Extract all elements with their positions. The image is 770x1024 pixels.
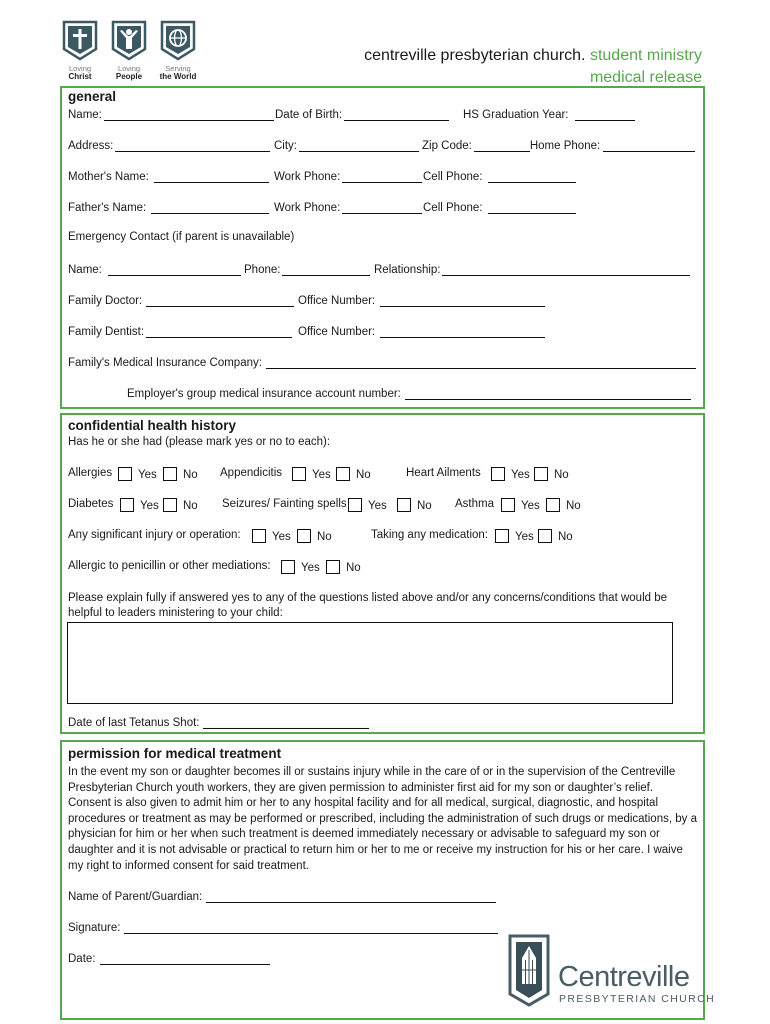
penicillin-yes-checkbox[interactable]: Yes [277,560,320,574]
doctor-office-number-field[interactable]: Office Number: [298,293,545,307]
father-cell-phone-field[interactable]: Cell Phone: [423,200,576,214]
mother-name-field[interactable]: Mother's Name: [68,169,269,183]
permission-body: In the event my son or daughter becomes ill or sustains injury while in the care of or in the supervision of the Centreville Presbyterian Church youth workers, they are given permission to administer first aid for my son or daughter’s relief. Consent is also given to admit him or her to any hospital facility and for all medical, surgical, diagnostic, and hospital procedures or treatment as may be performed or prescribed, including the administration of such drugs or medications, by a physician for him or her when such treatment is deemed immediately necessary or advisable to safeguard my son or daughter and it is not advisable or practical to return him or her to me or receive my instruction for his or her care. I waive my right to informed consent for said treatment. [68,766,697,872]
father-name-field[interactable]: Father's Name: [68,200,269,214]
asthma-row: Asthma [455,498,494,510]
footer-church-name: Centreville [558,961,690,993]
home-phone-label: Home Phone: [529,140,601,152]
date-field[interactable]: Date: [68,951,270,965]
family-dentist-field[interactable]: Family Dentist: [68,324,292,338]
relationship-field[interactable]: Relationship: [374,262,690,276]
injury-row: Any significant injury or operation: [68,529,241,541]
appendicitis-no-checkbox[interactable]: No [332,467,371,481]
heart-ailments-row: Heart Ailments [406,467,481,479]
hs-grad-field[interactable]: HS Graduation Year: [463,107,635,121]
seizures-row: Seizures/ Fainting spells [222,498,347,510]
person-icon [110,19,148,61]
asthma-no-checkbox[interactable]: No [542,498,581,512]
allergies-no-checkbox[interactable]: No [159,467,198,481]
allergies-yes-checkbox[interactable]: Yes [114,467,157,481]
explain-instructions: Please explain fully if answered yes to any of the questions listed above and/or any concerns/conditions that would be helpful to leaders ministering to your child: [68,592,668,619]
seizures-no-checkbox[interactable]: No [393,498,432,512]
logo-caption-3: Serving the World [159,64,197,81]
tetanus-field[interactable]: Date of last Tetanus Shot: [68,715,369,729]
explain-textarea[interactable] [67,622,673,704]
medication-yes-checkbox[interactable]: Yes [491,529,534,543]
heart-ailments-no-checkbox[interactable]: No [530,467,569,481]
title-medical-release: medical release [589,69,702,86]
asthma-yes-checkbox[interactable]: Yes [497,498,540,512]
heart-ailments-yes-checkbox[interactable]: Yes [487,467,530,481]
penicillin-no-checkbox[interactable]: No [322,560,361,574]
appendicitis-yes-checkbox[interactable]: Yes [288,467,331,481]
allergies-row: Allergies [68,467,113,479]
parent-name-field[interactable]: Name of Parent/Guardian: [68,889,496,903]
city-field[interactable]: City: [274,138,419,152]
dob-field[interactable]: Date of Birth: [275,107,449,121]
injury-yes-checkbox[interactable]: Yes [248,529,291,543]
name-field[interactable]: Name: [68,107,274,121]
cross-icon [61,19,99,61]
appendicitis-row: Appendicitis [220,467,283,479]
dentist-office-number-field[interactable]: Office Number: [298,324,545,338]
health-subtitle: Has he or she had (please mark yes or no to each): [68,436,331,448]
title-ministry: student ministry [589,47,702,64]
diabetes-no-checkbox[interactable]: No [159,498,198,512]
signature-field[interactable]: Signature: [68,920,498,934]
church-window-icon [506,932,552,1008]
zip-field[interactable]: Zip Code: Home Phone: [422,138,695,152]
diabetes-row: Diabetes [68,498,114,510]
page-title [364,45,702,89]
medication-row: Taking any medication: [371,529,488,541]
health-title: confidential health history [68,418,237,433]
mother-cell-phone-field[interactable]: Cell Phone: [423,169,576,183]
ec-phone-field[interactable]: Phone: [244,262,370,276]
globe-icon [159,19,197,61]
logo-caption-1: Loving Christ [68,64,92,81]
emergency-contact-label: Emergency Contact (if parent is unavailable) [68,231,295,243]
seizures-yes-checkbox[interactable]: Yes [344,498,387,512]
penicillin-row: Allergic to penicillin or other mediations: [68,560,271,572]
medication-no-checkbox[interactable]: No [534,529,573,543]
injury-no-checkbox[interactable]: No [293,529,332,543]
insurance-company-field[interactable]: Family's Medical Insurance Company: [68,355,696,369]
title-church: centreville presbyterian church. [364,47,586,64]
diabetes-yes-checkbox[interactable]: Yes [116,498,159,512]
general-title: general [68,89,117,104]
ec-name-field[interactable]: Name: [68,262,241,276]
family-doctor-field[interactable]: Family Doctor: [68,293,294,307]
permission-title: permission for medical treatment [68,746,282,761]
mother-work-phone-field[interactable]: Work Phone: [274,169,422,183]
logo-caption-2: Loving People [115,64,143,81]
father-work-phone-field[interactable]: Work Phone: [274,200,422,214]
footer-church-sub: PRESBYTERIAN CHURCH [559,993,716,1005]
employer-account-field[interactable]: Employer's group medical insurance account number: [127,386,691,400]
address-field[interactable]: Address: [68,138,270,152]
